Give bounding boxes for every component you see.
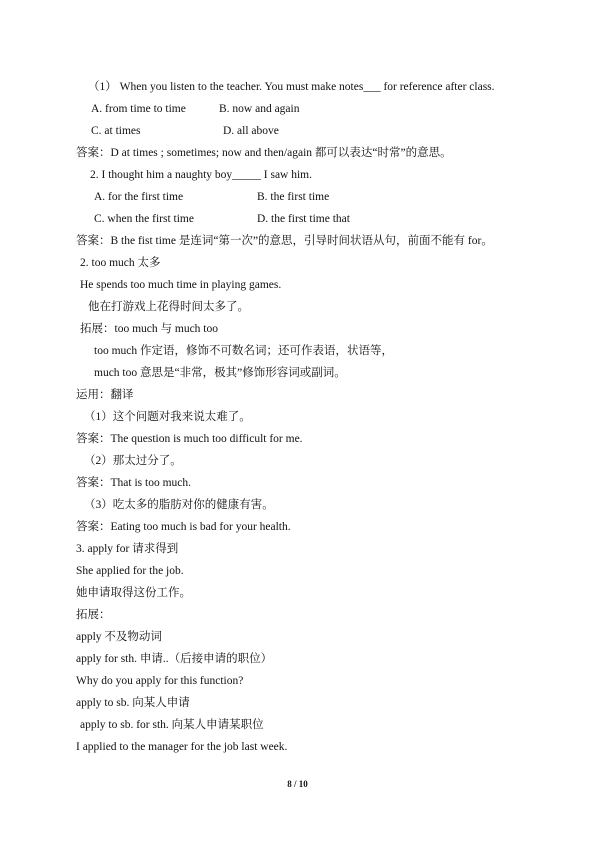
example-translation: 她申请取得这份工作。 [76, 587, 191, 599]
example-translation: 他在打游戏上花得时间太多了。 [88, 301, 249, 313]
option-d: D. all above [223, 125, 279, 137]
example-sentence: He spends too much time in playing games. [80, 279, 282, 291]
answer-2: 答案：B the fist time 是连词“第一次”的意思，引导时间状语从句，前面不能有 for。 [76, 235, 493, 247]
practice-item: （2）那太过分了。 [84, 455, 182, 467]
practice-answer: 答案：The question is much too difficult for me. [76, 433, 303, 445]
answer-1: 答案：D at times ; sometimes; now and then/again 都可以表达“时常”的意思。 [76, 147, 452, 159]
option-a: A. for the first time [94, 191, 184, 203]
extension-heading: 拓展： [76, 609, 111, 621]
extension-note: apply to sb. 向某人申请 [76, 697, 190, 709]
section-heading: 3. apply for 请求得到 [76, 543, 179, 555]
option-a: A. from time to time [91, 103, 186, 115]
option-b: B. the first time [257, 191, 330, 203]
page-number: 8 / 10 [287, 779, 308, 789]
option-d: D. the first time that [257, 213, 350, 225]
example-sentence: I applied to the manager for the job last week. [76, 741, 288, 753]
example-sentence: She applied for the job. [76, 565, 184, 577]
practice-answer: 答案：That is too much. [76, 477, 191, 489]
extension-note: much too 意思是“非常，极其”修饰形容词或副词。 [94, 367, 346, 379]
extension-note: too much 作定语，修饰不可数名词；还可作表语，状语等， [94, 345, 393, 357]
example-sentence: Why do you apply for this function? [76, 675, 244, 687]
question-1: （1） When you listen to the teacher. You must make notes___ for reference after class. [88, 81, 495, 93]
option-c: C. at times [91, 125, 141, 137]
question-2: 2. I thought him a naughty boy_____ I saw him. [90, 169, 312, 181]
section-heading: 2. too much 太多 [80, 257, 161, 269]
option-c: C. when the first time [94, 213, 194, 225]
practice-heading: 运用：翻译 [76, 389, 134, 401]
practice-item: （1）这个问题对我来说太难了。 [84, 411, 251, 423]
option-b: B. now and again [219, 103, 300, 115]
practice-item: （3）吃太多的脂肪对你的健康有害。 [84, 499, 274, 511]
extension-note: apply to sb. for sth. 向某人申请某职位 [80, 719, 264, 731]
extension-note: apply for sth. 申请..（后接申请的职位） [76, 653, 273, 665]
practice-answer: 答案：Eating too much is bad for your health. [76, 521, 291, 533]
extension-heading: 拓展：too much 与 much too [80, 323, 218, 335]
extension-note: apply 不及物动词 [76, 631, 162, 643]
